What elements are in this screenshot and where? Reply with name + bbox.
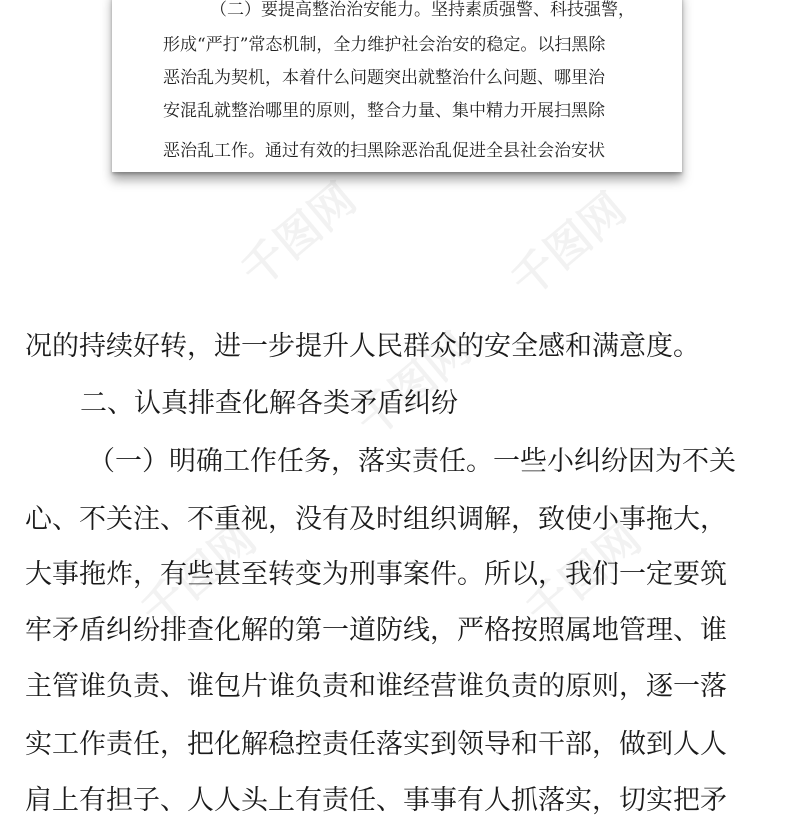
card-line: 恶治乱工作。通过有效的扫黑除恶治乱促进全县社会治安状 bbox=[163, 141, 605, 161]
watermark: 千图网 bbox=[131, 513, 266, 638]
card-line: 恶治乱为契机，本着什么问题突出就整治什么问题、哪里治 bbox=[163, 68, 605, 88]
body-line: 实工作责任，把化解稳控责任落实到领导和干部，做到人人 bbox=[25, 729, 727, 760]
watermark: 千图网 bbox=[346, 323, 481, 448]
body-line: 况的持续好转，进一步提升人民群众的安全感和满意度。 bbox=[25, 331, 700, 362]
card-line: 安混乱就整治哪里的原则，整合力量、集中精力开展扫黑除 bbox=[163, 101, 605, 121]
body-line: 肩上有担子、人人头上有责任、事事有人抓落实，切实把矛 bbox=[25, 785, 727, 816]
body-line: 心、不关注、不重视，没有及时组织调解，致使小事拖大， bbox=[25, 504, 727, 535]
body-line: 牢矛盾纠纷排查化解的第一道防线，严格按照属地管理、谁 bbox=[25, 615, 727, 646]
watermark: 千图网 bbox=[501, 183, 636, 308]
body-line: 主管谁负责、谁包片谁负责和谁经营谁负责的原则，逐一落 bbox=[25, 671, 727, 702]
watermark: 千图网 bbox=[231, 173, 366, 298]
section-heading: 二、认真排查化解各类矛盾纠纷 bbox=[80, 388, 458, 419]
card-line: （二）要提高整治治安能力。坚持素质强警、科技强警， bbox=[210, 0, 635, 20]
body-line: 大事拖炸，有些甚至转变为刑事案件。所以，我们一定要筑 bbox=[25, 559, 727, 590]
watermark: 千图网 bbox=[516, 513, 651, 638]
body-line: （一）明确工作任务，落实责任。一些小纠纷因为不关 bbox=[88, 446, 736, 477]
card-line: 形成“严打”常态机制，全力维护社会治安的稳定。以扫黑除 bbox=[163, 35, 606, 55]
